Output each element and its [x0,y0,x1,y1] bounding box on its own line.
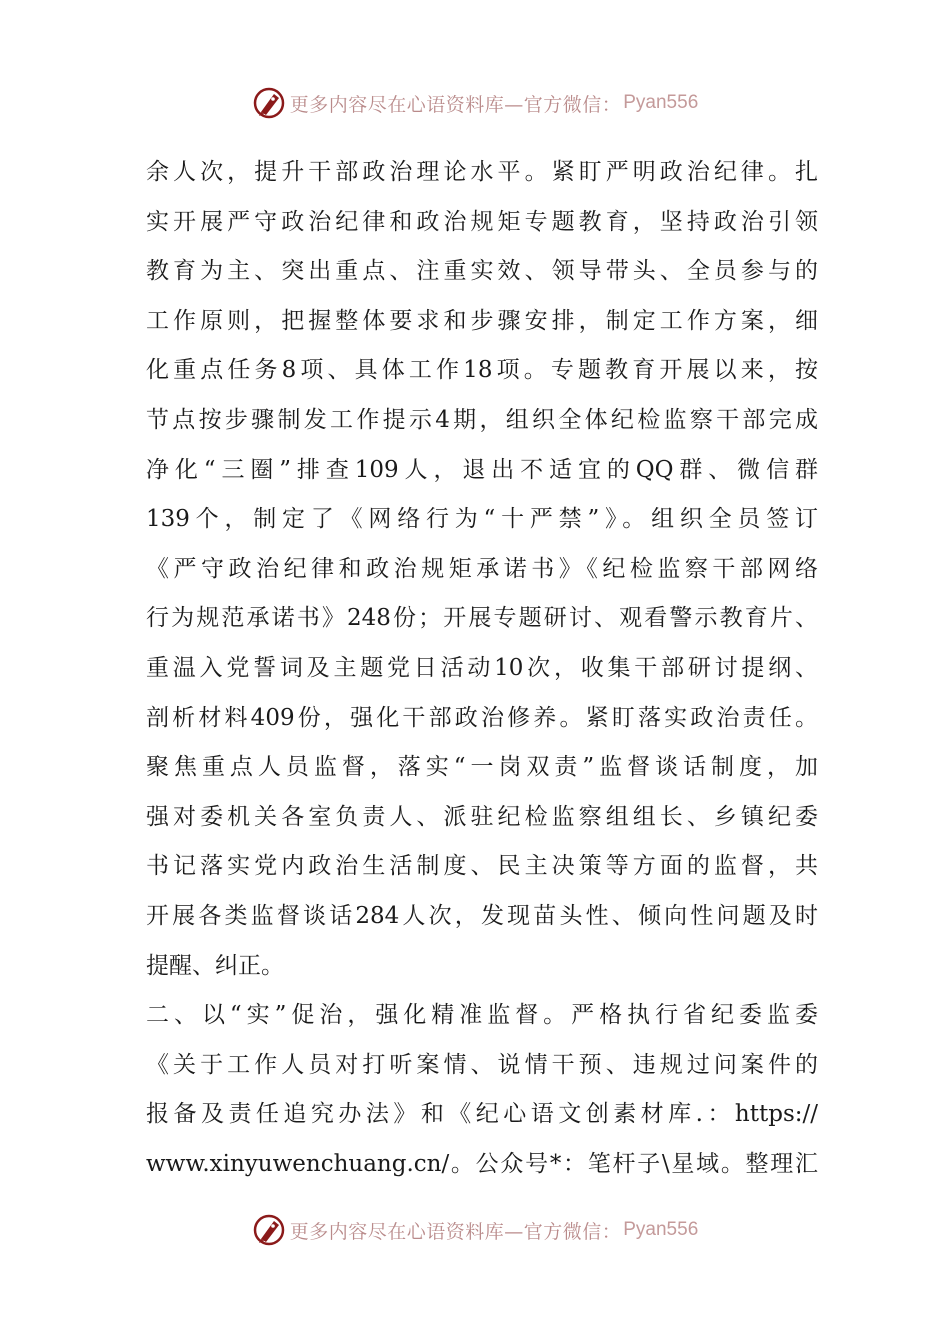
banner-text: 更多内容尽在心语资料库—官方微信： [289,1220,622,1243]
body-line: 重温入党誓词及主题党日活动10次，收集干部研讨提纲、 [146,654,818,681]
body-line: 化重点任务8项、具体工作18项。专题教育开展以来，按 [146,357,818,384]
header-banner [0,83,950,123]
body-line: 《严守政治纪律和政治规矩承诺书》《纪检监察干部网络 [146,555,818,582]
body-line: 教育为主、突出重点、注重实效、领导带头、全员参与的 [146,258,818,285]
body-line: 强对委机关各室负责人、派驻纪检监察组组长、乡镇纪委 [146,803,818,830]
section-heading-line: 二、以“实”促治，强化精准监督。严格执行省纪委监委 [146,1002,818,1029]
body-line: 剖析材料409份，强化干部政治修养。紧盯落实政治责任。 [146,704,818,731]
banner-wechat-id: Pyan556 [623,1219,699,1240]
body-line: 余人次，提升干部政治理论水平。紧盯严明政治纪律。扎 [146,159,818,185]
body-line: 139个，制定了《网络行为“十严禁”》。组织全员签订 [146,506,818,533]
banner-text: 更多内容尽在心语资料库—官方微信： [289,93,622,116]
body-line: 书记落实党内政治生活制度、民主决策等方面的监督，共 [146,853,818,880]
body-line: 提醒、纠正。 [146,952,284,979]
body-line: 实开展严守政治纪律和政治规矩专题教育，坚持政治引领 [146,208,818,235]
pen-nib-circle-icon [252,1213,286,1247]
body-line: 行为规范承诺书》248份；开展专题研讨、观看警示教育片、 [146,605,818,632]
body-line: 净化“三圈”排查109人，退出不适宜的QQ群、微信群 [146,456,818,483]
body-line: 聚焦重点人员监督，落实“一岗双责”监督谈话制度，加 [146,754,818,781]
body-line: 开展各类监督谈话284人次，发现苗头性、倾向性问题及时 [146,902,818,929]
pen-nib-circle-icon [252,86,286,120]
body-line: www.xinyuwenchuang.cn/。公众号*：笔杆子\星域。整理汇 [146,1150,818,1177]
footer-banner [0,1210,950,1250]
body-line: 工作原则，把握整体要求和步骤安排，制定工作方案，细 [146,307,818,334]
body-line: 《关于工作人员对打听案情、说情干预、违规过问案件的 [146,1051,818,1078]
body-line: 节点按步骤制发工作提示4期，组织全体纪检监察干部完成 [146,406,818,433]
body-line: 报备及责任追究办法》和《纪心语文创素材库.：https:// [146,1101,818,1128]
banner-wechat-id: Pyan556 [623,92,699,113]
document-body [146,148,818,1189]
